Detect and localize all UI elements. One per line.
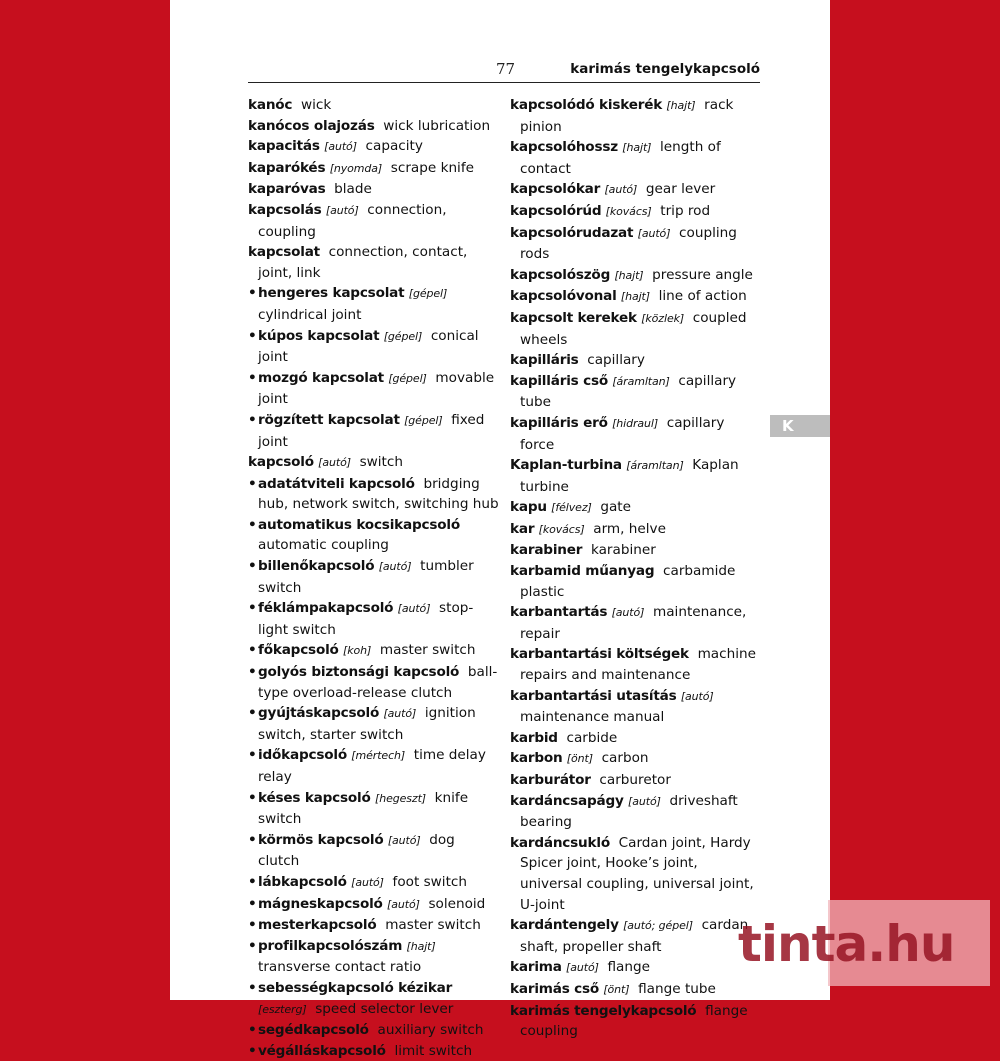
bullet-icon: • bbox=[248, 747, 257, 764]
bullet-icon: • bbox=[248, 327, 257, 344]
headword: karbid bbox=[510, 729, 558, 746]
subentry bbox=[248, 598, 500, 640]
translation: flange coupling bbox=[520, 1002, 748, 1040]
translation: line of action bbox=[658, 288, 747, 305]
domain-label: [autó] bbox=[397, 602, 431, 616]
headword: adatátviteli kapcsoló bbox=[258, 475, 415, 492]
dictionary-entry bbox=[510, 179, 762, 201]
translation: time delay relay bbox=[258, 747, 486, 785]
headword: hengeres kapcsolat bbox=[258, 285, 405, 302]
translation: cardan shaft, propeller shaft bbox=[520, 917, 749, 955]
translation: arm, helve bbox=[593, 520, 666, 537]
dictionary-entry bbox=[510, 413, 762, 455]
left-column bbox=[248, 95, 500, 1061]
dictionary-entry bbox=[510, 95, 762, 137]
headword: kapilláris erő bbox=[510, 414, 608, 431]
bullet-icon: • bbox=[248, 558, 257, 575]
headword: végálláskapcsoló bbox=[258, 1042, 386, 1059]
subentry bbox=[248, 662, 500, 703]
translation: knife switch bbox=[258, 789, 469, 828]
domain-label: [félvez] bbox=[551, 501, 592, 515]
headword: féklámpakapcsoló bbox=[258, 600, 394, 617]
domain-label: [autó] bbox=[378, 560, 412, 574]
headword: karimás cső bbox=[510, 980, 600, 997]
domain-label: [autó] bbox=[387, 897, 420, 911]
bullet-icon: • bbox=[248, 895, 257, 912]
headword: lábkapcsoló bbox=[258, 873, 347, 890]
dictionary-entry bbox=[510, 137, 762, 179]
domain-label: [autó] bbox=[611, 606, 645, 620]
subentry bbox=[248, 556, 500, 598]
running-head: karimás tengelykapcsoló bbox=[570, 61, 760, 77]
headword: kapcsolt kerekek bbox=[510, 309, 637, 326]
domain-label: [gépel] bbox=[404, 413, 443, 427]
headword: kapilláris bbox=[510, 352, 579, 369]
headword: karbamid műanyag bbox=[510, 563, 655, 580]
subentry bbox=[248, 830, 500, 872]
translation: limit switch bbox=[394, 1042, 473, 1059]
headword: rögzített kapcsolat bbox=[258, 411, 400, 428]
headword: késes kapcsoló bbox=[258, 789, 371, 806]
translation: capillary bbox=[587, 352, 645, 369]
headword: kaparókés bbox=[248, 159, 326, 176]
headword: kapcsolóvonal bbox=[510, 288, 617, 305]
translation: flange tube bbox=[638, 980, 716, 997]
dictionary-entry bbox=[510, 455, 762, 497]
headword: kapcsolókar bbox=[510, 181, 601, 198]
dictionary-entry bbox=[248, 200, 500, 242]
translation: gate bbox=[600, 499, 631, 516]
bullet-icon: • bbox=[248, 285, 257, 302]
headword: karbantartási utasítás bbox=[510, 687, 677, 704]
headword: kardáncsapágy bbox=[510, 792, 624, 809]
dictionary-entry bbox=[248, 242, 500, 283]
headword: billenőkapcsoló bbox=[258, 558, 375, 575]
dictionary-entry bbox=[248, 136, 500, 158]
domain-label: [autó] bbox=[325, 203, 359, 217]
dictionary-entry bbox=[510, 1001, 762, 1042]
translation: capillary force bbox=[520, 414, 725, 453]
headword: kapcsolórudazat bbox=[510, 224, 634, 241]
watermark-text: tinta.hu bbox=[738, 915, 955, 973]
subentry bbox=[248, 1020, 500, 1041]
bullet-icon: • bbox=[248, 642, 257, 659]
dictionary-entry bbox=[510, 915, 762, 957]
headword: kapcsoló bbox=[248, 454, 314, 471]
right-column bbox=[510, 95, 762, 1042]
translation: carbide bbox=[566, 729, 618, 746]
domain-label: [hajt] bbox=[614, 268, 644, 282]
translation: connection, contact, joint, link bbox=[258, 244, 468, 281]
translation: connection, coupling bbox=[258, 201, 447, 240]
domain-label: [gépel] bbox=[408, 287, 448, 301]
domain-label: [autó] bbox=[351, 875, 384, 889]
translation: tumbler switch bbox=[258, 558, 474, 596]
subentry bbox=[248, 936, 500, 978]
domain-label: [koh] bbox=[343, 644, 372, 658]
headword: karabiner bbox=[510, 542, 583, 559]
domain-label: [hegeszt] bbox=[375, 791, 426, 805]
domain-label: [hajt] bbox=[620, 290, 650, 304]
headword: kardántengely bbox=[510, 917, 619, 934]
domain-label: [autó] bbox=[680, 689, 714, 703]
headword: automatikus kocsikapcsoló bbox=[258, 516, 460, 533]
headword: kapcsolás bbox=[248, 201, 322, 218]
domain-label: [hajt] bbox=[406, 939, 436, 953]
dictionary-entry bbox=[510, 371, 762, 413]
headword: mesterkapcsoló bbox=[258, 917, 377, 934]
headword: kanóc bbox=[248, 97, 293, 113]
bullet-icon: • bbox=[248, 369, 257, 386]
translation: capillary tube bbox=[520, 372, 737, 411]
headword: kúpos kapcsolat bbox=[258, 327, 380, 344]
headword: kapu bbox=[510, 499, 547, 516]
dictionary-entry bbox=[510, 644, 762, 685]
headword: sebességkapcsoló kézikar bbox=[258, 979, 453, 996]
thumb-index-letter: K bbox=[782, 417, 794, 435]
bullet-icon: • bbox=[248, 1042, 257, 1059]
translation: karabiner bbox=[590, 542, 656, 559]
translation: flange bbox=[607, 959, 650, 976]
translation: carbamide plastic bbox=[520, 563, 736, 600]
headword: kapcsolóhossz bbox=[510, 139, 618, 156]
domain-label: [gépel] bbox=[388, 371, 427, 385]
domain-label: [áramltan] bbox=[612, 374, 670, 388]
dictionary-entry bbox=[510, 770, 762, 791]
translation: ball-type overload-release clutch bbox=[258, 664, 498, 701]
dictionary-entry bbox=[510, 540, 762, 561]
bullet-icon: • bbox=[248, 979, 257, 996]
bullet-icon: • bbox=[248, 516, 257, 533]
headword: profilkapcsolószám bbox=[258, 937, 403, 954]
dictionary-entry bbox=[510, 728, 762, 749]
domain-label: [autó; gépel] bbox=[623, 919, 693, 933]
domain-label: [önt] bbox=[603, 982, 630, 996]
thumb-index-tab bbox=[770, 415, 830, 437]
translation: carbon bbox=[601, 750, 649, 767]
domain-label: [autó] bbox=[628, 794, 661, 808]
subentry bbox=[248, 368, 500, 410]
translation: wick lubrication bbox=[383, 117, 491, 134]
translation: automatic coupling bbox=[258, 537, 389, 554]
headword: kaparóvas bbox=[248, 181, 326, 198]
subentry bbox=[248, 1041, 500, 1061]
domain-label: [hajt] bbox=[666, 99, 696, 112]
page-number: 77 bbox=[496, 60, 516, 78]
translation: transverse contact ratio bbox=[258, 959, 422, 976]
bullet-icon: • bbox=[248, 873, 257, 890]
bullet-icon: • bbox=[248, 831, 257, 848]
subentry bbox=[248, 515, 500, 556]
bullet-icon: • bbox=[248, 917, 257, 934]
dictionary-entry bbox=[248, 95, 500, 116]
translation: master switch bbox=[385, 917, 481, 934]
domain-label: [közlek] bbox=[641, 311, 685, 325]
headword: kapilláris cső bbox=[510, 372, 608, 389]
page-header bbox=[248, 60, 760, 83]
translation: scrape knife bbox=[390, 159, 474, 176]
headword: kanócos olajozás bbox=[248, 117, 375, 134]
translation: conical joint bbox=[258, 327, 479, 366]
dictionary-entry bbox=[510, 350, 762, 371]
dictionary-entry bbox=[510, 686, 762, 728]
domain-label: [autó] bbox=[324, 140, 357, 154]
headword: kardáncsukló bbox=[510, 834, 610, 851]
bullet-icon: • bbox=[248, 789, 257, 806]
bullet-icon: • bbox=[248, 705, 257, 722]
translation: foot switch bbox=[392, 873, 467, 890]
subentry bbox=[248, 894, 500, 916]
translation: stop-light switch bbox=[258, 600, 474, 638]
translation: maintenance, repair bbox=[520, 604, 747, 642]
translation: cylindrical joint bbox=[258, 306, 362, 323]
headword: kapcsolószög bbox=[510, 266, 611, 283]
subentry bbox=[248, 283, 500, 325]
headword: kapcsolódó kiskerék bbox=[510, 97, 663, 113]
translation: dog clutch bbox=[258, 831, 455, 870]
headword: főkapcsoló bbox=[258, 642, 339, 659]
dictionary-page bbox=[170, 0, 830, 1059]
dictionary-entry bbox=[248, 179, 500, 200]
translation: auxiliary switch bbox=[377, 1022, 484, 1039]
translation: maintenance manual bbox=[520, 709, 665, 726]
dictionary-entry bbox=[510, 308, 762, 350]
domain-label: [autó] bbox=[604, 183, 638, 197]
domain-label: [hidraul] bbox=[612, 416, 659, 430]
translation: wick bbox=[300, 97, 332, 113]
translation: coupling rods bbox=[520, 224, 737, 263]
domain-label: [hajt] bbox=[622, 141, 652, 155]
domain-label: [nyomda] bbox=[329, 161, 383, 175]
headword: segédkapcsoló bbox=[258, 1022, 369, 1039]
translation: Cardan joint, Hardy Spicer joint, Hooke’s joint, universal coupling, universal joint, U-joint bbox=[520, 834, 754, 913]
subentry bbox=[248, 915, 500, 936]
dictionary-entry bbox=[510, 957, 762, 979]
translation: blade bbox=[334, 181, 372, 198]
translation: pressure angle bbox=[652, 266, 753, 283]
headword: karburátor bbox=[510, 772, 591, 788]
headword: kapcsolat bbox=[248, 244, 320, 261]
translation: master switch bbox=[379, 642, 476, 659]
translation: ignition switch, starter switch bbox=[258, 705, 476, 743]
domain-label: [kovács] bbox=[538, 522, 585, 536]
translation: driveshaft bearing bbox=[520, 792, 738, 831]
subentry bbox=[248, 978, 500, 1020]
dictionary-entry bbox=[510, 286, 762, 308]
headword: körmös kapcsoló bbox=[258, 831, 384, 848]
translation: carburetor bbox=[599, 772, 671, 788]
subentry bbox=[248, 703, 500, 745]
translation: speed selector lever bbox=[315, 1000, 454, 1017]
headword: karbantartási költségek bbox=[510, 646, 689, 663]
translation: machine repairs and maintenance bbox=[520, 646, 756, 684]
headword: kapcsolórúd bbox=[510, 202, 602, 219]
translation: gear lever bbox=[645, 181, 716, 198]
headword: Kaplan-turbina bbox=[510, 457, 622, 474]
domain-label: [mértech] bbox=[351, 749, 406, 763]
bullet-icon: • bbox=[248, 664, 257, 681]
headword: karimás tengelykapcsoló bbox=[510, 1002, 697, 1019]
dictionary-entry bbox=[510, 519, 762, 541]
subentry bbox=[248, 474, 500, 515]
dictionary-entry bbox=[510, 201, 762, 223]
bullet-icon: • bbox=[248, 411, 257, 428]
bullet-icon: • bbox=[248, 475, 257, 492]
translation: bridging hub, network switch, switching hub bbox=[258, 475, 499, 513]
domain-label: [gépel] bbox=[383, 329, 423, 343]
dictionary-entry bbox=[510, 223, 762, 265]
translation: length of contact bbox=[520, 139, 721, 177]
dictionary-entry bbox=[510, 791, 762, 833]
domain-label: [önt] bbox=[566, 752, 593, 766]
translation: movable joint bbox=[258, 369, 495, 408]
domain-label: [autó] bbox=[637, 226, 671, 240]
subentry bbox=[248, 745, 500, 787]
domain-label: [autó] bbox=[566, 961, 599, 975]
headword: karbantartás bbox=[510, 604, 608, 621]
dictionary-entry bbox=[248, 116, 500, 137]
bullet-icon: • bbox=[248, 600, 257, 617]
headword: gyújtáskapcsoló bbox=[258, 705, 380, 722]
dictionary-entry bbox=[248, 452, 500, 474]
dictionary-entry bbox=[248, 158, 500, 180]
domain-label: [áramltan] bbox=[626, 459, 684, 473]
translation: capacity bbox=[365, 138, 423, 155]
headword: mágneskapcsoló bbox=[258, 895, 383, 912]
subentry bbox=[248, 326, 500, 368]
translation: fixed joint bbox=[258, 411, 485, 450]
subentry bbox=[248, 788, 500, 830]
translation: Kaplan turbine bbox=[520, 457, 739, 495]
domain-label: [kovács] bbox=[605, 204, 652, 218]
subentry bbox=[248, 872, 500, 894]
headword: karbon bbox=[510, 750, 563, 767]
translation: solenoid bbox=[428, 895, 486, 912]
translation: trip rod bbox=[660, 202, 711, 219]
bullet-icon: • bbox=[248, 937, 257, 954]
dictionary-entry bbox=[510, 561, 762, 602]
domain-label: [eszterg] bbox=[258, 1002, 307, 1016]
dictionary-entry bbox=[510, 833, 762, 915]
headword: golyós biztonsági kapcsoló bbox=[258, 664, 460, 681]
headword: kar bbox=[510, 520, 535, 537]
headword: karima bbox=[510, 959, 562, 976]
headword: időkapcsoló bbox=[258, 747, 347, 764]
dictionary-entry bbox=[510, 497, 762, 519]
headword: mozgó kapcsolat bbox=[258, 369, 384, 386]
domain-label: [autó] bbox=[387, 833, 421, 847]
dictionary-entry bbox=[510, 748, 762, 770]
translation: switch bbox=[359, 454, 403, 471]
bullet-icon: • bbox=[248, 1022, 257, 1039]
headword: kapacitás bbox=[248, 138, 320, 155]
translation: coupled wheels bbox=[520, 309, 747, 348]
subentry bbox=[248, 410, 500, 452]
subentry bbox=[248, 640, 500, 662]
translation: rack pinion bbox=[520, 97, 734, 135]
dictionary-entry bbox=[510, 602, 762, 644]
domain-label: [autó] bbox=[318, 456, 351, 470]
domain-label: [autó] bbox=[383, 707, 417, 721]
dictionary-entry bbox=[510, 265, 762, 287]
dictionary-entry bbox=[510, 979, 762, 1001]
